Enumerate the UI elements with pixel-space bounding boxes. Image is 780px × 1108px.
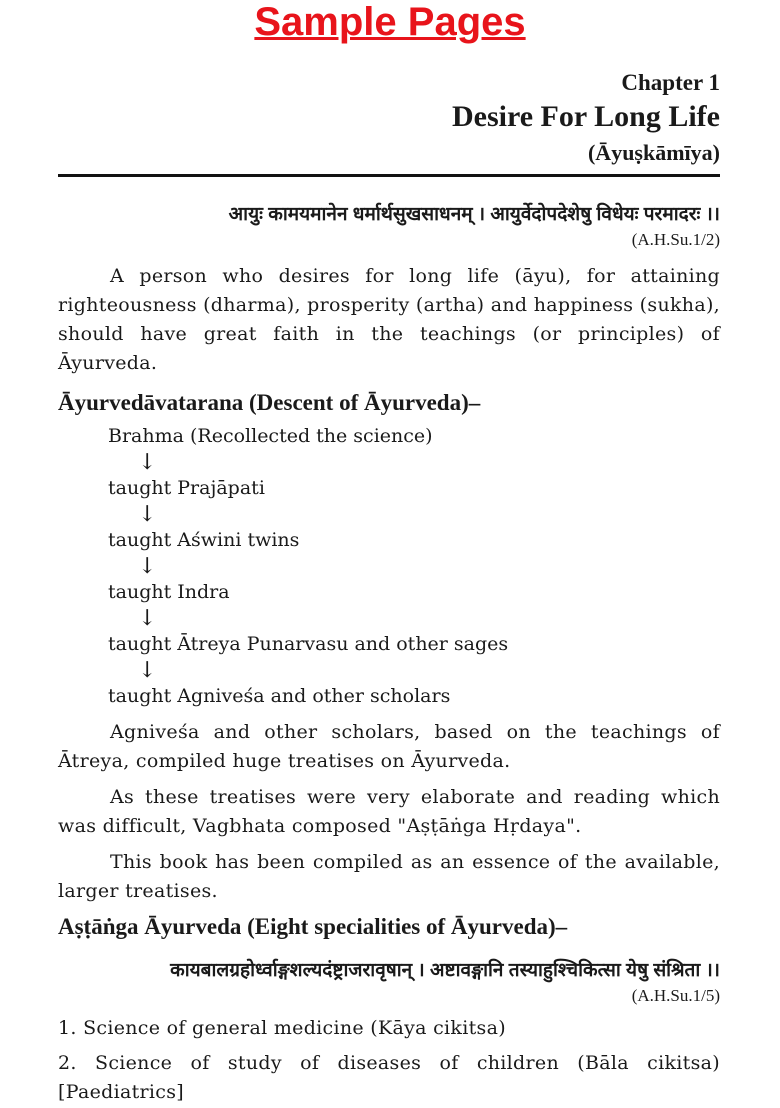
paragraph: This book has been compiled as an essence of the available, larger treatises. (58, 851, 720, 902)
down-arrow-icon: ↓ (138, 450, 157, 475)
down-arrow-icon: ↓ (138, 658, 157, 683)
paragraph: A person who desires for long life (āyu), for attaining righteousness (dharma), prosperity (artha) and happiness (sukha), should have great faith in the teachings (or principles) of Āyurveda. (58, 265, 721, 374)
chapter-title: Desire For Long Life (451, 100, 720, 133)
verse-reference: (A.H.Su.1/5) (631, 986, 720, 1005)
paragraph: Agniveśa and other scholars, based on the teachings of Ātreya, compiled huge treatises on Āyurveda. (58, 721, 720, 772)
down-arrow-icon: ↓ (138, 554, 157, 579)
flow-step: Brahma (Recollected the science) (108, 425, 433, 447)
divider (58, 174, 720, 177)
down-arrow-icon: ↓ (138, 502, 157, 527)
sanskrit-verse: कायबालग्रहोर्ध्वाङ्गशल्यदंष्ट्राजरावृषान् । अष्टावङ्गानि तस्याहुश्चिकित्सा येषु संश्रिता ।। (170, 960, 720, 981)
sample-pages-banner: Sample Pages (254, 0, 526, 44)
list-item: 1. Science of general medicine (Kāya cikitsa) (58, 1017, 506, 1039)
flow-step: taught Indra (108, 581, 230, 603)
flow-step: taught Agniveśa and other scholars (108, 685, 451, 707)
down-arrow-icon: ↓ (138, 606, 157, 631)
paragraph: As these treatises were very elaborate and reading which was difficult, Vagbhata composed "Aṣṭāṅga Hṛdaya". (58, 786, 720, 837)
sanskrit-verse: आयुः कामयमानेन धर्मार्थसुखसाधनम् । आयुर्वेदोपदेशेषु विधेयः परमादरः ।। (228, 204, 720, 225)
list-item: 2. Science of study of diseases of children (Bāla cikitsa) [Paediatrics] (58, 1052, 720, 1103)
flow-step: taught Ātreya Punarvasu and other sages (108, 633, 509, 655)
section-heading: Āyurvedāvatarana (Descent of Āyurveda)– (58, 390, 481, 415)
section-heading: Aṣṭāṅga Āyurveda (Eight specialities of Āyurveda)– (58, 914, 568, 939)
flow-step: taught Aświni twins (108, 529, 300, 551)
flow-step: taught Prajāpati (108, 477, 265, 499)
chapter-subtitle: (Āyuṣkāmīya) (587, 140, 720, 165)
chapter-number: Chapter 1 (621, 70, 720, 95)
verse-reference: (A.H.Su.1/2) (631, 230, 720, 249)
